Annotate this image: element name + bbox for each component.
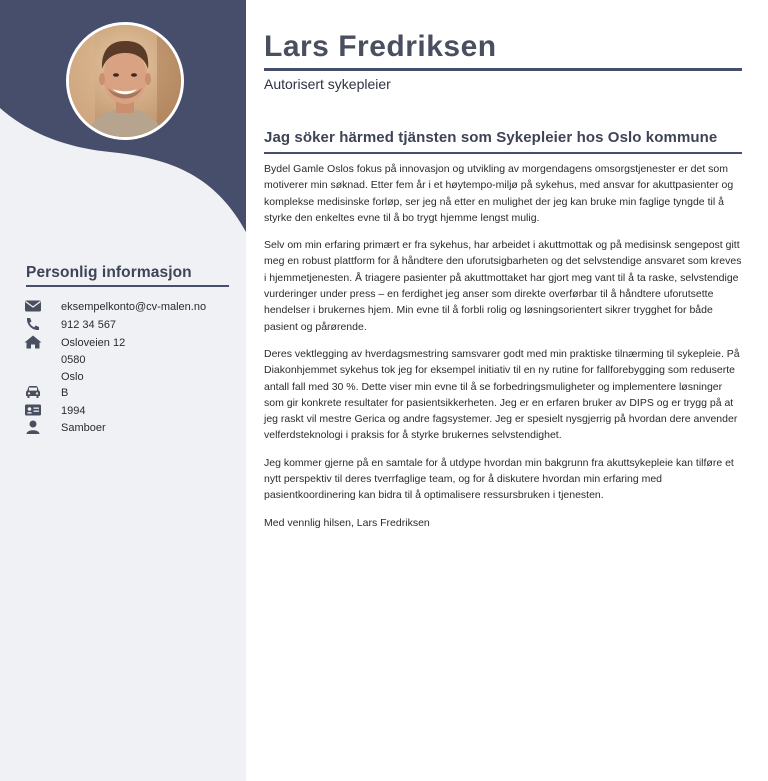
name-divider	[264, 68, 742, 71]
letter-paragraph: Selv om min erfaring primært er fra sykehus, har arbeidet i akuttmottak og på medisinsk sengepost gitt meg en robust plattform for å håndtere den uforutsigbarheten og det selvstendige ansvaret som kreves i hjemmetjenesten. Å triagere pasienter på akuttmottaket har gjort meg vant til å ta raske, selvstendige vurderinger under press – en ferdighet jeg anser som direkte overførbar til å håndtere uforutsette hendelser i brukernes hjem. Min evne til å forbli rolig og løsningsorientert sikrer trygghet for både pasient og pårørende.	[264, 239, 742, 333]
letter-paragraph: Deres vektlegging av hverdagsmestring samsvarer godt med min praktiske tilnærming til sykepleie. På Diakonhjemmet sykehus tok jeg for eksempel initiativ til en ny rutine for fallforebygging som reduserte antall fall med 30 %. Dette viser min evne til å se forbedringsmuligheter og implementere løsninger som gir konkrete resultater for pasientsikkerheten. Jeg er en erfaren bruker av DIPS og er trygg på at jeg raskt vil mestre Gerica og andre fagsystemer. Jeg er spesielt nysgjerrig på hvordan dere anvender velferdsteknologi i praksis for å styrke brukernes selvstendighet.	[264, 347, 740, 442]
applicant-title: Autorisert sykepleier	[264, 76, 391, 92]
avatar	[66, 22, 184, 140]
phone-text: 912 34 567	[61, 319, 117, 331]
address-city: Oslo	[61, 371, 84, 383]
car-icon	[24, 385, 42, 399]
personal-info-heading: Personlig informasjon	[26, 264, 192, 281]
id-card-icon	[24, 403, 42, 417]
person-icon	[24, 420, 42, 434]
license-text: B	[61, 387, 69, 399]
birthyear-text: 1994	[61, 405, 86, 417]
marital-status-text: Samboer	[61, 422, 106, 434]
letter-heading: Jag söker härmed tjänsten som Sykepleier hos Oslo kommune	[264, 129, 718, 146]
letter-paragraph: Bydel Gamle Oslos fokus på innovasjon og utvikling av morgendagens omsorgstjenester er det som motiverer min søknad. Etter fem år i et høytempo-miljø på sykehus, med ansvar for akuttpasienter og komplekse medisinske forløp, ser jeg nå etter en mulighet der jeg kan bruke min faglige tyngde til å styrke den enkeltes evne til å bo trygt hjemme lengst mulig.	[264, 163, 734, 224]
letter-paragraph: Jeg kommer gjerne på en samtale for å utdype hvordan min bakgrunn fra akuttsykepleie kan tilføre et nytt perspektiv til deres tverrfaglige team, og for å diskutere hvordan min erfaring med pasientkoordinering kan bidra til å optimalisere ressursbruken i tjenesten.	[264, 456, 734, 502]
sidebar	[0, 0, 246, 781]
applicant-name: Lars Fredriksen	[264, 30, 497, 63]
personal-info-divider	[26, 285, 229, 287]
letter-signoff: Med vennlig hilsen, Lars Fredriksen	[264, 516, 430, 529]
phone-icon	[24, 317, 42, 331]
profile-photo	[69, 25, 181, 137]
email-text: eksempelkonto@cv-malen.no	[61, 301, 207, 313]
envelope-icon	[24, 299, 42, 313]
home-icon	[24, 335, 42, 349]
letter-body	[264, 161, 742, 542]
letter-heading-bar	[264, 129, 742, 154]
address-street: Osloveien 12	[61, 337, 126, 349]
address-postcode: 0580	[61, 354, 86, 366]
